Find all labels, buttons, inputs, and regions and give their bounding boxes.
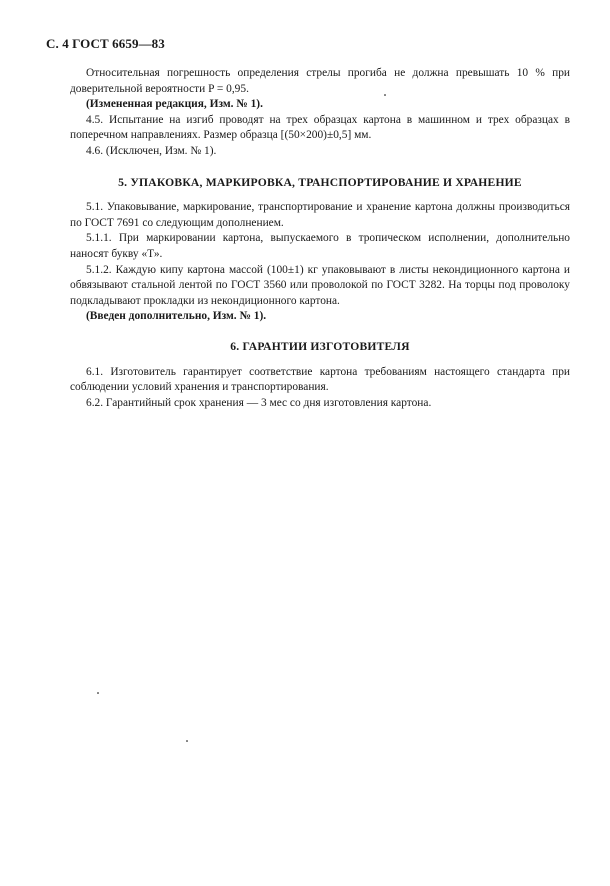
amendment-note: (Измененная редакция, Изм. № 1). bbox=[86, 98, 263, 111]
document-body bbox=[70, 66, 570, 411]
page-header: С. 4 ГОСТ 6659—83 bbox=[46, 36, 165, 51]
scan-speck bbox=[384, 94, 386, 96]
paragraph-5-1-2: 5.1.2. Каждую кипу картона массой (100±1) кг упаковывают в листы некондиционного картона и обвязывают стальной лентой по ГОСТ 3560 или проволокой по ГОСТ 3282. На торцы под проволоку подкладывают прокладки из некондиционного картона. bbox=[70, 263, 570, 307]
paragraph-6-2: 6.2. Гарантийный срок хранения — 3 мес со дня изготовления картона. bbox=[86, 396, 432, 409]
amendment-note: (Введен дополнительно, Изм. № 1). bbox=[86, 310, 267, 323]
paragraph-4-6: 4.6. (Исключен, Изм. № 1). bbox=[86, 144, 217, 157]
paragraph-5-1-1: 5.1.1. При маркировании картона, выпускаемого в тропическом исполнении, дополнительно наносят букву «Т». bbox=[70, 232, 570, 260]
section-6-heading: 6. ГАРАНТИИ ИЗГОТОВИТЕЛЯ bbox=[230, 339, 410, 353]
paragraph-6-1: 6.1. Изготовитель гарантирует соответствие картона требованиям настоящего стандарта при соблюдении условий хранения и транспортирования. bbox=[70, 365, 570, 394]
paragraph-5-1: 5.1. Упаковывание, маркирование, транспортирование и хранение картона должны производиться по ГОСТ 7691 со следующим дополнением. bbox=[70, 201, 570, 229]
paragraph-4-5: 4.5. Испытание на изгиб проводят на трех образцах картона в машинном и трех образцах в поперечном направлениях. Размер образца [(50×200)±0,5] мм. bbox=[70, 113, 570, 142]
section-5-heading: 5. УПАКОВКА, МАРКИРОВКА, ТРАНСПОРТИРОВАНИЕ И ХРАНЕНИЕ bbox=[118, 175, 522, 189]
scan-speck bbox=[186, 740, 188, 742]
paragraph-accuracy: Относительная погрешность определения стрелы прогиба не должна превышать 10 % при доверительной вероятности P = 0,95. bbox=[70, 67, 570, 95]
scan-speck bbox=[97, 692, 99, 694]
